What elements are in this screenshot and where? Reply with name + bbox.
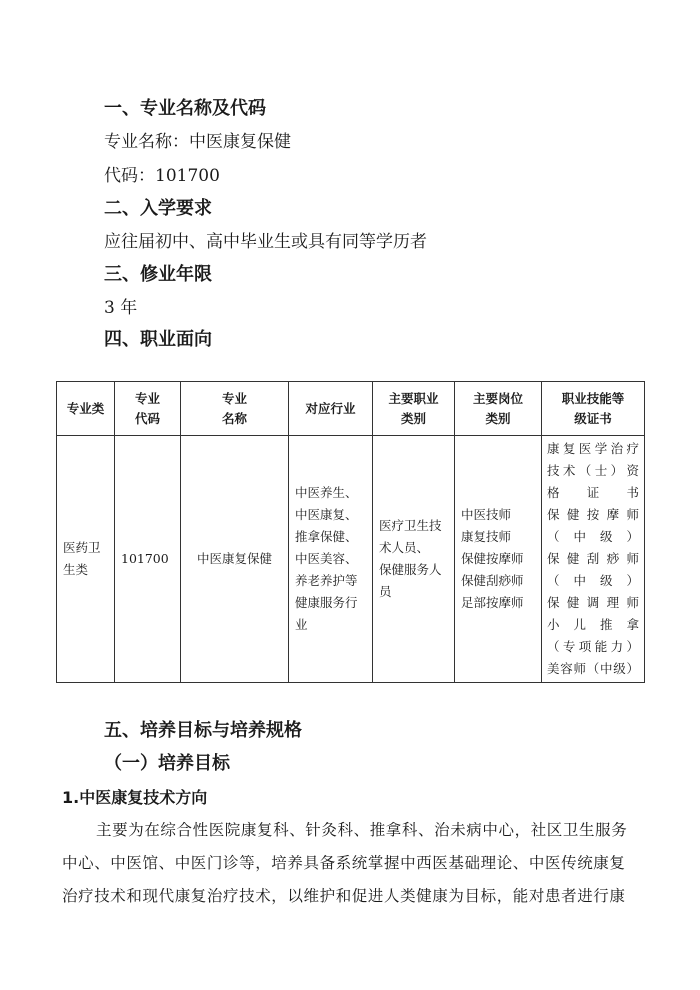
header-occupation bbox=[373, 382, 455, 436]
major-name-line: 专业名称：中医康复保健 bbox=[104, 132, 291, 152]
cell-text: （中级） bbox=[547, 573, 639, 588]
header-text: 类别 bbox=[400, 410, 426, 426]
header-text: 级证书 bbox=[574, 410, 612, 426]
cell-text: 员 bbox=[379, 584, 392, 599]
cell-text: 保健按摩师 bbox=[547, 507, 639, 522]
header-certificates bbox=[542, 382, 645, 436]
header-text: 专业 bbox=[221, 390, 247, 406]
header-positions bbox=[455, 382, 542, 436]
cell-text: 技术（士）资 bbox=[547, 463, 639, 478]
cell-text: 格证书 bbox=[547, 485, 639, 500]
admission-requirement: 应往届初中、高中毕业生或具有同等学历者 bbox=[104, 232, 427, 252]
cell-text: 医药卫 bbox=[63, 540, 101, 555]
cell-text: 康复技师 bbox=[461, 529, 512, 544]
section-heading-4: 四、职业面向 bbox=[104, 329, 212, 350]
cell-text: 业 bbox=[295, 617, 308, 632]
cell-text: 中医美容、 bbox=[295, 551, 358, 566]
section-heading-5: 五、培养目标与培养规格 bbox=[104, 720, 302, 741]
cell-text: 中医技师 bbox=[461, 507, 512, 522]
cell-text: 保健刮痧师 bbox=[547, 551, 639, 566]
header-text: 主要岗位 bbox=[472, 390, 523, 406]
cell-text: 健康服务行 bbox=[295, 595, 358, 610]
header-category bbox=[57, 382, 115, 436]
cell-text: 推拿保健、 bbox=[295, 529, 358, 544]
cell-category bbox=[57, 436, 115, 683]
section-heading-1: 一、专业名称及代码 bbox=[104, 98, 266, 119]
header-industry bbox=[289, 382, 373, 436]
cell-text: 术人员、 bbox=[379, 540, 430, 555]
table-row bbox=[57, 436, 645, 683]
paragraph-line-3: 治疗技术和现代康复治疗技术，以维护和促进人类健康为目标，能对患者进行康 bbox=[62, 887, 626, 905]
sub-heading-training-goal: （一）培养目标 bbox=[104, 753, 230, 774]
cell-text: 保健服务人 bbox=[379, 562, 442, 577]
header-text: 类别 bbox=[485, 410, 511, 426]
cell-text: 足部按摩师 bbox=[461, 595, 524, 610]
cell-text: 生类 bbox=[63, 562, 89, 577]
section-heading-3: 三、修业年限 bbox=[104, 264, 212, 285]
cell-text: 中医康复、 bbox=[295, 507, 358, 522]
cell-text: 保健按摩师 bbox=[461, 551, 524, 566]
cell-positions bbox=[455, 436, 542, 683]
cell-occupation bbox=[373, 436, 455, 683]
paragraph-line-2: 中心、中医馆、中医门诊等，培养具备系统掌握中西医基础理论、中医传统康复 bbox=[62, 854, 626, 872]
header-name bbox=[181, 382, 289, 436]
header-code bbox=[115, 382, 181, 436]
header-text: 代码 bbox=[134, 410, 160, 426]
career-orientation-table bbox=[56, 381, 645, 683]
table-header-row bbox=[57, 382, 645, 436]
header-text: 专业 bbox=[134, 390, 160, 406]
cell-text: 养老养护等 bbox=[295, 573, 358, 588]
paragraph-line-1: 主要为在综合性医院康复科、针灸科、推拿科、治未病中心，社区卫生服务 bbox=[96, 821, 628, 839]
header-text: 名称 bbox=[221, 410, 247, 426]
cell-text: （中级） bbox=[547, 529, 639, 544]
cell-text: 保健刮痧师 bbox=[461, 573, 524, 588]
cell-text: 康复医学治疗 bbox=[547, 441, 639, 456]
cell-text: 美容师（中级） bbox=[547, 661, 639, 676]
cell-text: 小儿推拿 bbox=[547, 617, 639, 632]
header-text: 对应行业 bbox=[305, 400, 356, 416]
cell-certificates bbox=[542, 436, 645, 683]
cell-industry bbox=[289, 436, 373, 683]
header-text: 主要职业 bbox=[388, 390, 439, 406]
cell-text: 医疗卫生技 bbox=[379, 518, 442, 533]
item-heading-direction: 1.中医康复技术方向 bbox=[62, 788, 208, 807]
cell-text: 中医养生、 bbox=[295, 485, 358, 500]
cell-text: （专项能力） bbox=[547, 639, 639, 654]
cell-text: 保健调理师 bbox=[547, 595, 639, 610]
major-code-line: 代码：101700 bbox=[104, 166, 220, 186]
cell-code: 101700 bbox=[115, 436, 181, 683]
cell-name: 中医康复保健 bbox=[181, 436, 289, 683]
header-text: 专业类 bbox=[66, 400, 105, 416]
header-text: 职业技能等 bbox=[561, 390, 625, 406]
study-duration: 3 年 bbox=[104, 298, 138, 318]
section-heading-2: 二、入学要求 bbox=[104, 198, 212, 219]
